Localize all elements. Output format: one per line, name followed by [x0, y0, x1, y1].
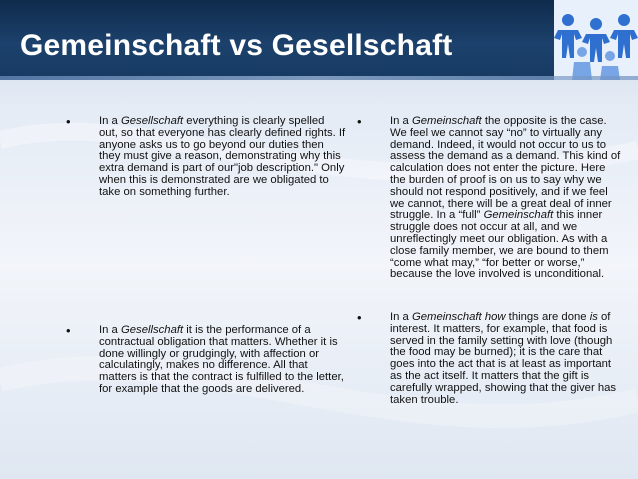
- emphasis-term: Gemeinschaft how: [411, 311, 506, 323]
- bullet-marker: •: [66, 114, 71, 129]
- text-run: things are done: [505, 311, 590, 323]
- bullet-item: [66, 325, 346, 396]
- text-run: of interest. It matters, for example, that food is served in the family setting with love (though the food may be burned); it is the care that goes into the act that is at least as important as the act itself. It matters that the gift is carefully wrapped, showing that the giver has taken trouble.: [390, 311, 617, 406]
- slide-title: Gemeinschaft vs Gesellschaft: [20, 29, 453, 62]
- bullet-text: [99, 116, 346, 199]
- text-run: In a: [99, 324, 121, 336]
- bullet-text: [99, 325, 346, 396]
- text-run: In a: [390, 115, 412, 127]
- bullet-marker: •: [357, 310, 362, 325]
- text-run: the opposite is the case. We feel we cannot say “no” to virtually any demand. Indeed, it would not occur to us to assess the demand as a demand. This kind of calculation does not enter the picture. Here the burden of proof is on us to say why we should not respond positively, and if we feel we cannot, there will be a great deal of inner struggle. In a “full”: [390, 115, 621, 222]
- emphasis-term: Gesellschaft: [120, 115, 184, 127]
- bullet-item: [66, 116, 346, 199]
- text-run: In a: [99, 115, 121, 127]
- bullet-text: [390, 312, 621, 406]
- slide-header: [0, 0, 638, 80]
- emphasis-term: Gemeinschaft: [411, 115, 482, 127]
- bullet-item: [357, 312, 621, 406]
- text-run: it is the performance of a contractual obligation that matters. Whether it is done willingly or grudgingly, with affection or calculatingly, makes no difference. All that matters is that the contract is fulfilled to the letter, for example that the goods are delivered.: [99, 324, 344, 395]
- emphasis-term: Gemeinschaft: [483, 209, 554, 222]
- header-divider: [0, 76, 638, 80]
- bullet-text: [390, 116, 621, 281]
- text-run: In a: [390, 311, 412, 323]
- bullet-marker: •: [66, 323, 71, 338]
- emphasis-term: is: [589, 311, 598, 323]
- text-run: everything is clearly spelled out, so that everyone has clearly defined rights. If anyone asks us to go beyond our duties then they must give a reason, demonstrating why this extra demand is part of our"job description." Only when this is demonstrated are we obligated to take on something further.: [99, 115, 346, 198]
- text-run: this inner struggle does not occur at all, and we unreflectingly meet our obligation. As with a close family member, we are bound to them “come what may,” “for better or worse,” because the love involved is unconditional.: [390, 209, 609, 281]
- emphasis-term: Gesellschaft: [120, 324, 184, 336]
- bullet-item: [357, 116, 621, 281]
- paper-people-chain-icon: [554, 0, 638, 80]
- bullet-marker: •: [357, 114, 362, 129]
